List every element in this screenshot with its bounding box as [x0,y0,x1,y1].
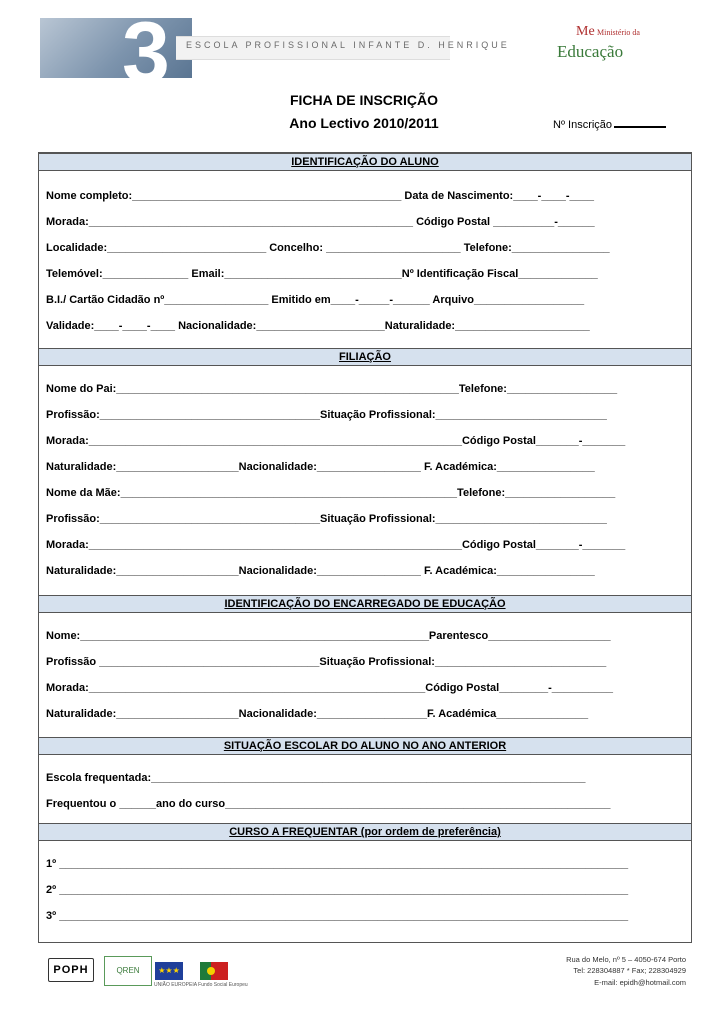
row-father-name[interactable] [46,382,688,396]
row-mobile[interactable] [46,267,688,281]
row-text: Localidade:__________________________ Concelho: ______________________ Telefone:________________ [46,242,610,254]
poph-logo: POPH [48,958,94,982]
row-text: Morada:_____________________________________________________ Código Postal __________-______ [46,216,595,228]
row-text: Naturalidade:____________________Nacionalidade:_________________ F. Académica:________________ [46,565,595,577]
registration-form [38,152,692,943]
section-title: FILIAÇÃO [339,351,391,363]
row-text: Nome do Pai:________________________________________________________Telefone:__________________ [46,383,618,395]
row-previous-school[interactable] [46,771,688,785]
row-text: Profissão ____________________________________Situação Profissional:____________________________ [46,656,607,668]
registration-number-line[interactable] [614,116,666,128]
row-text: Morada:_____________________________________________________________Código Postal_______-_______ [46,435,626,447]
section-title: CURSO A FREQUENTAR (por ordem de preferência) [229,826,501,838]
ministry-logo-mark: Me [576,24,595,39]
row-id-card[interactable] [46,293,688,307]
qren-logo: QREN [104,956,152,986]
row-text: Naturalidade:____________________Nacionalidade:__________________F. Académica_______________ [46,708,589,720]
row-previous-year[interactable] [46,797,688,811]
footer-email: E-mail: epidh@hotmail.com [594,978,686,987]
form-title: FICHA DE INSCRIÇÃO [289,92,439,108]
ministry-word: Educação [557,42,624,61]
registration-number-label: Nº Inscrição [553,119,613,131]
row-text: Frequentou o ______ano do curso_______________________________________________________________ [46,798,611,810]
school-year: Ano Lectivo 2010/2011 [289,115,439,131]
row-guardian-address[interactable] [46,681,688,695]
row-guardian-name[interactable] [46,629,688,643]
school-logo-mark: 3 [122,5,170,101]
row-text: B.I./ Cartão Cidadão nº_________________ Emitido em____-_____-______ Arquivo__________________ [46,294,585,306]
row-text: Telemóvel:______________ Email:_____________________________Nº Identificação Fiscal_____________ [46,268,598,280]
ministry-line: Ministério da [597,28,640,37]
row-father-address[interactable] [46,434,688,448]
row-text: Nome completo:____________________________________________ Data de Nascimento:____-____-____ [46,190,594,202]
ministry-logo [555,24,685,70]
row-mother-naturality[interactable] [46,564,688,578]
row-text: Naturalidade:____________________Nacionalidade:_________________ F. Académica:________________ [46,461,595,473]
row-mother-address[interactable] [46,538,688,552]
row-locality[interactable] [46,241,688,255]
registration-number-field[interactable] [553,116,666,131]
row-text: Validade:____-____-____ Nacionalidade:_____________________Naturalidade:______________________ [46,320,590,332]
row-father-naturality[interactable] [46,460,688,474]
section-title: SITUAÇÃO ESCOLAR DO ALUNO NO ANO ANTERIOR [223,740,507,752]
row-text: Morada:_______________________________________________________Código Postal________-__________ [46,682,613,694]
row-text: 3º _____________________________________________________________________________________________ [46,910,629,922]
row-text: Nome da Mãe:_______________________________________________________Telefone:__________________ [46,487,616,499]
row-text: Escola frequentada:_______________________________________________________________________ [46,772,586,784]
row-course-3[interactable] [46,909,688,923]
eu-flag-icon: ★★★ [155,962,183,980]
row-guardian-profession[interactable] [46,655,688,669]
school-logo [40,5,192,101]
section-student-identification [39,153,691,171]
row-father-profession[interactable] [46,408,688,422]
row-text: Profissão:____________________________________Situação Profissional:____________________________ [46,513,607,525]
footer-address: Rua do Melo, nº 5 – 4050-674 Porto [566,955,686,964]
footer-phone: Tel: 228304887 * Fax; 228304929 [573,966,686,975]
row-text: Profissão:____________________________________Situação Profissional:____________________________ [46,409,607,421]
row-text: 2º _____________________________________________________________________________________________ [46,884,629,896]
row-validity[interactable] [46,319,688,333]
row-course-2[interactable] [46,883,688,897]
portugal-flag-icon [200,962,228,980]
row-mother-profession[interactable] [46,512,688,526]
row-text: Nome:_________________________________________________________Parentesco____________________ [46,630,611,642]
row-course-1[interactable] [46,857,688,871]
row-text: 1º _____________________________________________________________________________________________ [46,858,629,870]
section-title: IDENTIFICAÇÃO DO ENCARREGADO DE EDUCAÇÃO [224,598,506,610]
row-full-name[interactable] [46,189,688,203]
row-text: Morada:_____________________________________________________________Código Postal_______-_______ [46,539,626,551]
section-guardian [39,595,691,613]
eu-text: UNIÃO EUROPEIA Fundo Social Europeu [154,982,248,988]
row-address[interactable] [46,215,688,229]
row-guardian-naturality[interactable] [46,707,688,721]
section-title: IDENTIFICAÇÃO DO ALUNO [291,156,439,168]
flag-emblem [207,967,215,975]
school-name: ESCOLA PROFISSIONAL INFANTE D. HENRIQUE [186,40,510,50]
section-course-preference [39,823,691,841]
section-previous-school [39,737,691,755]
row-mother-name[interactable] [46,486,688,500]
section-parentage [39,348,691,366]
